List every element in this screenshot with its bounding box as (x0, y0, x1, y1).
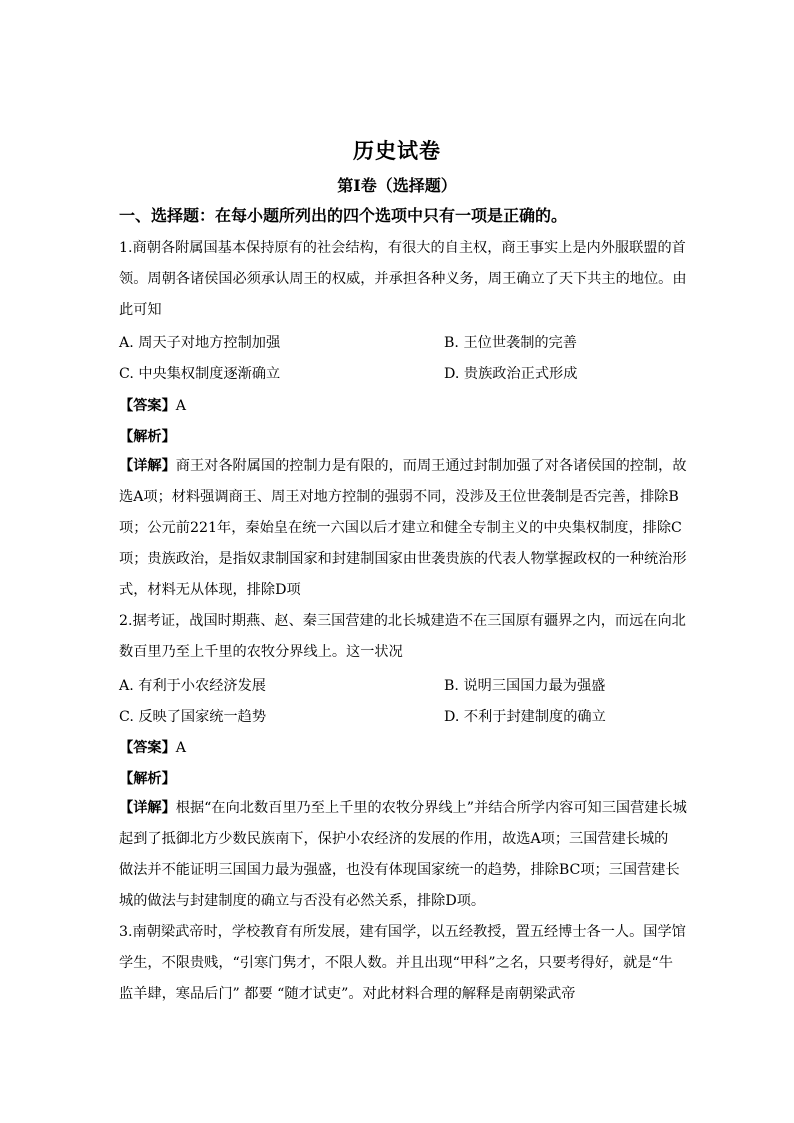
detail-line: 项；公元前221年，秦始皇在统一六国以后才建立和健全专制主义的中央集权制度，排除C (119, 520, 682, 536)
question-line: 学生，不限贵贱，“引寒门隽才，不限人数。并且出现“甲科”之名，只要考得好，就是“牛 (119, 955, 673, 971)
detail-label: 【详解】 (119, 800, 176, 816)
question-line: 监羊肆，寒品后门” 都要 “随才试吏”。对此材料合理的解释是南朝梁武帝 (119, 986, 576, 1002)
option-a[interactable]: A. 有利于小农经济发展 (119, 678, 266, 694)
option-d[interactable]: D. 不利于封建制度的确立 (444, 709, 606, 725)
detail-line: 【详解】商王对各附属国的控制力是有限的，而周王通过封制加强了对各诸侯国的控制，故 (119, 458, 687, 474)
answer-label: 【答案】 (119, 740, 176, 756)
option-c[interactable]: C. 中央集权制度逐渐确立 (119, 366, 281, 382)
question-line: 3.南朝梁武帝时，学校教育有所发展，建有国学，以五经教授，置五经博士各一人。国学馆 (119, 924, 686, 940)
option-b[interactable]: B. 说明三国国力最为强盛 (444, 678, 606, 694)
question-3-stem (119, 917, 686, 1010)
option-b[interactable]: B. 王位世袭制的完善 (444, 335, 577, 351)
question-1-detail (119, 451, 687, 606)
question-1-stem (119, 233, 687, 326)
option-a[interactable]: A. 周天子对地方控制加强 (119, 335, 281, 351)
option-d[interactable]: D. 贵族政治正式形成 (444, 366, 578, 382)
answer-label: 【答案】 (119, 398, 176, 414)
detail-line: 项；贵族政治，是指奴隶制国家和封建制国家由世袭贵族的代表人物掌握政权的一种统治形 (119, 551, 687, 567)
section-heading: 一、选择题：在每小题所列出的四个选项中只有一项是正确的。 (119, 206, 568, 225)
page-subtitle: 第Ⅰ卷（选择题） (337, 176, 457, 195)
question-2-detail (119, 793, 687, 917)
analysis-label: 【解析】 (119, 429, 176, 445)
detail-label: 【详解】 (119, 458, 176, 474)
question-line: 1.商朝各附属国基本保持原有的社会结构，有很大的自主权，商王事实上是内外服联盟的首 (119, 240, 686, 256)
answer-line (119, 737, 186, 757)
question-line: 数百里乃至上千里的农牧分界线上。这一状况 (119, 644, 403, 660)
question-line: 领。周朝各诸侯国必须承认周王的权威，并承担各种义务，周王确立了天下共主的地位。由 (119, 271, 687, 287)
answer-value: A (175, 398, 187, 414)
question-line: 此可知 (119, 302, 162, 318)
option-c[interactable]: C. 反映了国家统一趋势 (119, 709, 267, 725)
detail-line: 做法并不能证明三国国力最为强盛，也没有体现国家统一的趋势，排除BC项；三国营建长 (119, 862, 680, 878)
answer-line (119, 395, 186, 415)
detail-line: 起到了抵御北方少数民族南下，保护小农经济的发展的作用，故选A项；三国营建长城的 (119, 831, 669, 847)
detail-line: 选A项；材料强调商王、周王对地方控制的强弱不同，没涉及王位世袭制是否完善，排除B (119, 489, 679, 505)
question-line: 2.据考证，战国时期燕、赵、秦三国营建的北长城建造不在三国原有疆界之内，而远在向北 (119, 613, 686, 629)
question-2-stem (119, 606, 686, 668)
page-title: 历史试卷 (353, 138, 441, 163)
detail-line: 城的做法与封建制度的确立与否没有必然关系，排除D项。 (119, 893, 486, 909)
detail-line: 式，材料无从体现，排除D项 (119, 582, 301, 598)
detail-line: 【详解】根据“在向北数百里乃至上千里的农牧分界线上”并结合所学内容可知三国营建长城 (119, 800, 687, 816)
answer-value: A (175, 740, 187, 756)
analysis-label: 【解析】 (119, 771, 176, 787)
